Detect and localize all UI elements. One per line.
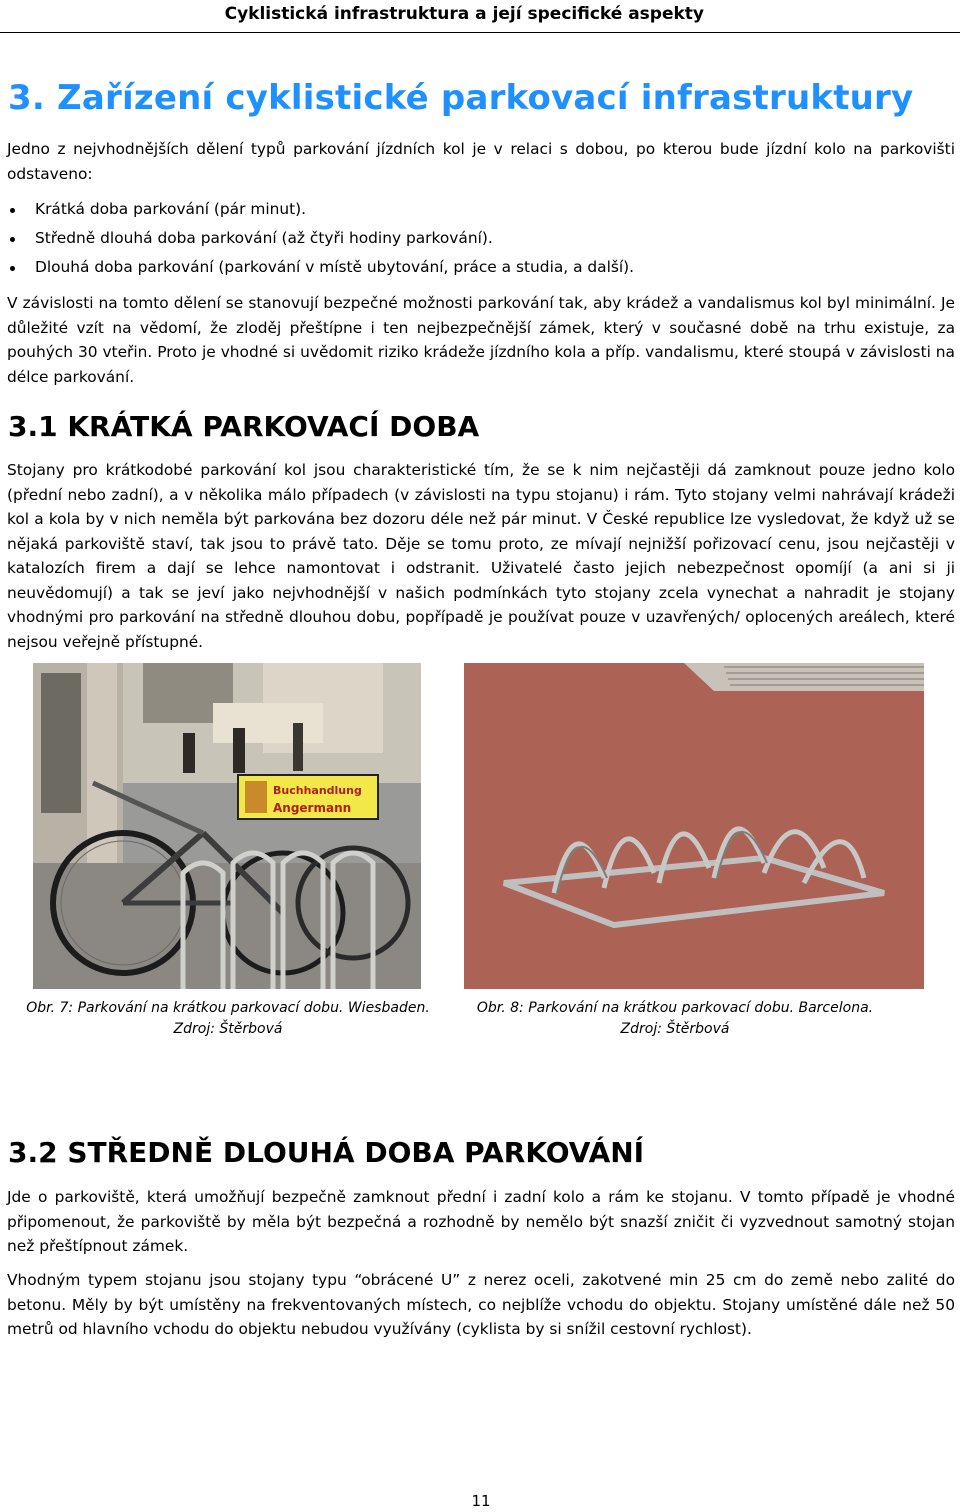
sign-text-line1: Buchhandlung — [273, 784, 362, 797]
chapter-title: 3. Zařízení cyklistické parkovací infrastruktury — [8, 78, 914, 118]
barcelona-ground-rack-image — [464, 663, 924, 989]
bullet-icon — [10, 237, 15, 242]
section-3-2-para1: Jde o parkoviště, která umožňují bezpečně zamknout přední i zadní kolo a rám ke stojanu. V tomto případě je vhodné připomenout, že parkoviště by měla být bezpečná a rozhodně by nemělo být snazší zničit či vyzvednout samotný stojan než přeštípnout zámek. — [7, 1188, 955, 1255]
figure-7-photo — [33, 663, 421, 989]
section-3-2-para2: Vhodným typem stojanu jsou stojany typu “obrácené U” z nerez oceli, zakotvené min 25 cm do země nebo zalité do betonu. Měly by být umístěny na frekventovaných místech, co nejblíže vchodu do objektu. Stojany umístěné dále než 50 metrů od hlavního vchodu do objektu nebudou využívány (cyklista by si snížil cestovní rychlost). — [7, 1271, 955, 1338]
section-heading-3-2: 3.2 STŘEDNĚ DLOUHÁ DOBA PARKOVÁNÍ — [8, 1136, 645, 1169]
sign-text-line2: Angermann — [273, 801, 352, 815]
list-item: Středně dlouhá doba parkování (až čtyři hodiny parkování). — [0, 226, 960, 255]
page-number: 11 — [471, 1492, 491, 1510]
header-divider — [0, 32, 960, 33]
bullet-icon — [10, 208, 15, 213]
risk-paragraph: V závislosti na tomto dělení se stanovují bezpečné možnosti parkování tak, aby krádež a vandalismus kol byl minimální. Je důležité vzít na vědomí, že zloděj přeštípne i ten nejbezpečnější zámek, který v současné době na trhu existuje, za pouhých 30 vteřin. Proto je vhodné si uvědomit riziko krádeže jízdního kola a příp. vandalismu, které stoupá v závislosti na délce parkování. — [7, 294, 955, 386]
running-header: Cyklistická infrastruktura a její specifické aspekty — [224, 4, 704, 24]
section-heading-3-1: 3.1 KRÁTKÁ PARKOVACÍ DOBA — [8, 410, 480, 443]
figure-8-caption: Obr. 8: Parkování na krátkou parkovací dobu. Barcelona. Zdroj: Štěrbová — [476, 1000, 874, 1037]
list-item: Dlouhá doba parkování (parkování v místě ubytování, práce a studia, a další). — [0, 255, 960, 284]
section-3-1-body: Stojany pro krátkodobé parkování kol jsou charakteristické tím, že se k nim nejčastěji dá zamknout pouze jedno kolo (přední nebo zadní), a v několika málo případech (v závislosti na typu stojanu) i rám. Tyto stojany velmi nahrávají krádeži kol a kola by v nich neměla být parkována bez dozoru déle než pár minut. V České republice lze vysledovat, že když už se nějaká parkoviště staví, tak jsou to právě tato. Děje se tomu proto, ze mívají nejnižší pořizovací cenu, jsou nejčastěji v katalozích firem a dají se lehce namontovat i odstranit. Uživatelé často jejich nebezpečnost opomíjí (a ani si ji neuvědomují) a tak se jeví jako nejvhodnější v našich podmínkách tyto stojany zcela vynechat a nahradit je stojany vhodnými pro parkování na středně dlouhou dobu, popřípadě je používat pouze v uzavřených/ oplocených areálech, které nejsou veřejně přístupné. — [7, 461, 955, 651]
list-item: Krátká doba parkování (pár minut). — [0, 197, 960, 226]
chapter-intro: Jedno z nejvhodnějších dělení typů parkování jízdních kol je v relaci s dobou, po kterou bude jízdní kolo na parkovišti odstaveno: — [7, 140, 955, 183]
figure-8-photo — [464, 663, 924, 989]
bullet-icon — [10, 266, 15, 271]
wiesbaden-bike-rack-image — [33, 663, 421, 989]
parking-duration-list — [0, 197, 960, 284]
figure-7-caption: Obr. 7: Parkování na krátkou parkovací dobu. Wiesbaden. Zdroj: Štěrbová — [26, 1000, 430, 1037]
